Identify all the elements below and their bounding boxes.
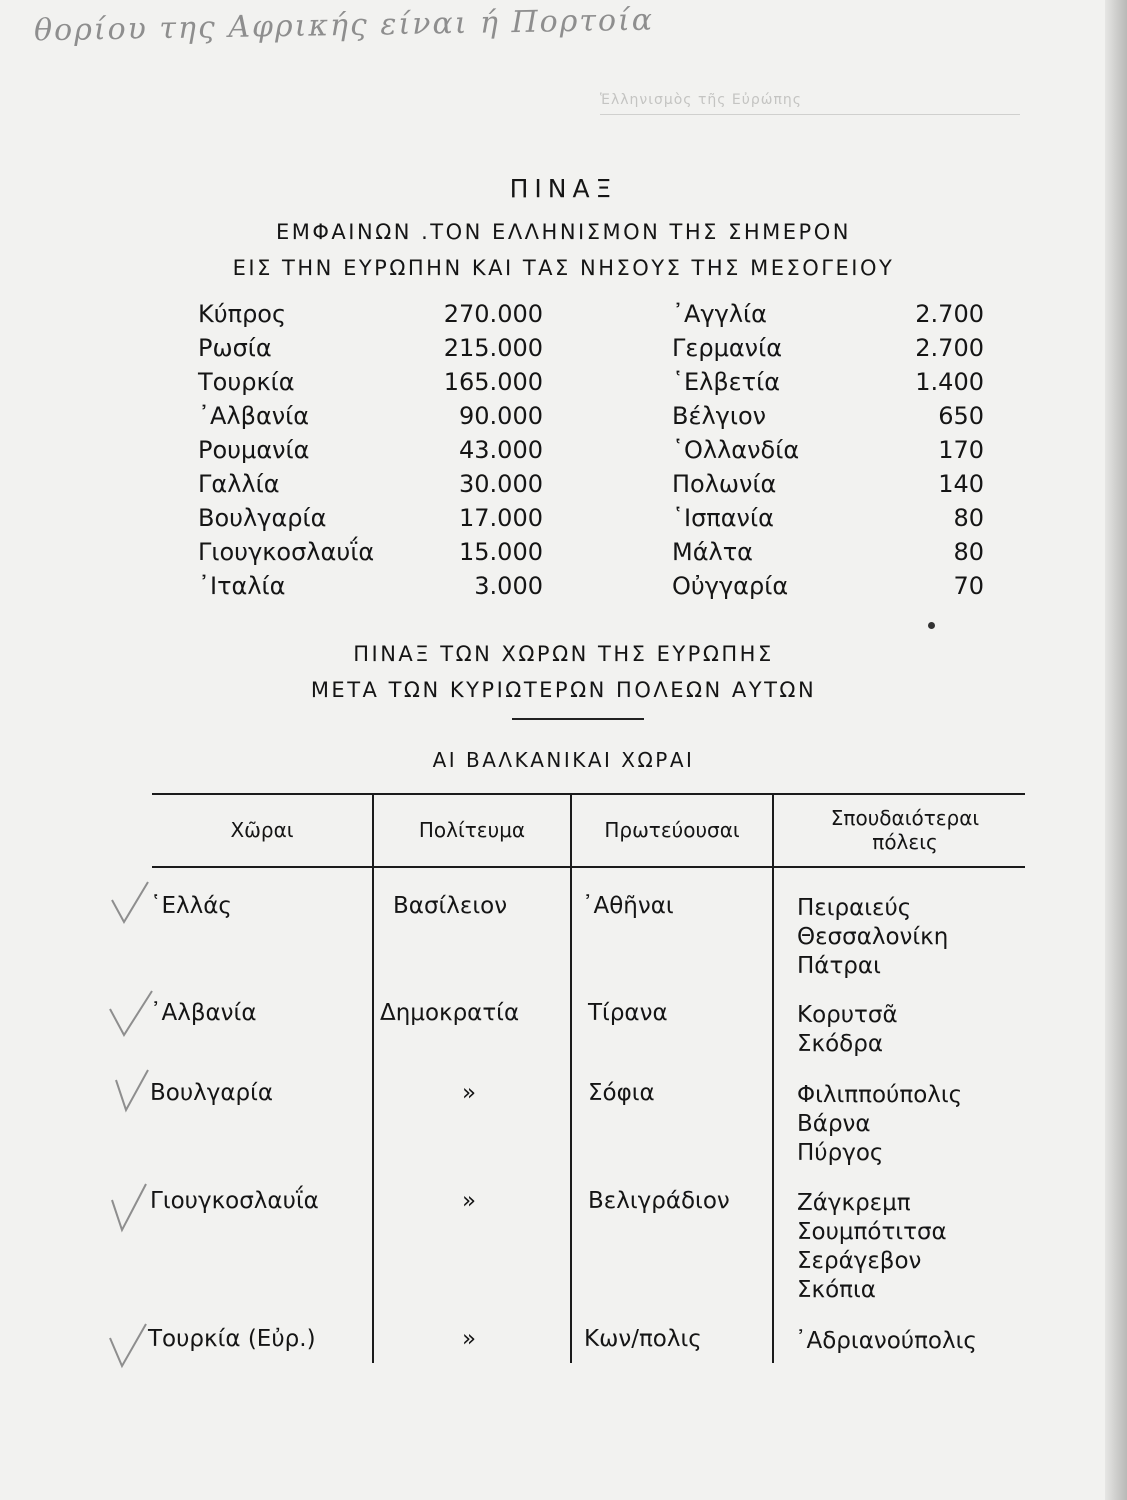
population-value: 30.000: [459, 470, 543, 498]
city: Φιλιππούπολις: [797, 1082, 963, 1108]
population-value: 90.000: [459, 402, 543, 430]
city: ᾿Αδριανούπολις: [795, 1328, 977, 1354]
population-value: 170: [938, 436, 984, 464]
city: Πύργος: [797, 1140, 884, 1166]
country-name: ῾Ολλανδία: [672, 436, 800, 464]
population-row: [672, 436, 984, 470]
capital-cell: ᾿Αθῆναι: [582, 893, 674, 919]
city: Θεσσαλονίκη: [797, 924, 949, 950]
population-value: 70: [953, 572, 984, 600]
country-cell: Βουλγαρία: [150, 1080, 274, 1106]
population-row: [672, 572, 984, 606]
city: Σκόπια: [797, 1277, 876, 1303]
population-list-left: [198, 300, 543, 610]
population-row: [672, 368, 984, 402]
regime-cell: »: [462, 1188, 477, 1214]
population-value: 80: [953, 538, 984, 566]
country-name: Τουρκία: [198, 368, 295, 396]
header-regime: Πολίτευμα: [418, 818, 526, 842]
population-value: 17.000: [459, 504, 543, 532]
country-name: Γιουγκοσλαυΐα: [198, 538, 375, 566]
city: Πάτραι: [797, 953, 881, 979]
country-name: Γαλλία: [198, 470, 280, 498]
pencil-check-mark: [106, 985, 156, 1039]
handwritten-note: θορίου της Αφρικής είναι ή Πορτοία: [33, 2, 655, 49]
header-countries: Χῶραι: [230, 818, 294, 842]
country-cell: ᾿Αλβανία: [150, 1000, 257, 1026]
city: Κορυτσᾶ: [797, 1002, 898, 1028]
population-row: [198, 334, 543, 368]
population-value: 650: [938, 402, 984, 430]
cities-cell: [795, 1327, 977, 1356]
country-cell: Τουρκία (Εὐρ.): [148, 1326, 316, 1352]
capital-cell: Βελιγράδιον: [588, 1188, 730, 1214]
pencil-check-mark: [106, 1318, 150, 1370]
population-row: [672, 334, 984, 368]
country-name: Κύπρος: [198, 300, 287, 328]
pencil-check-mark: [108, 878, 154, 926]
table2-title-1: ΠΙΝΑΞ ΤΩΝ ΧΩΡΩΝ ΤΗΣ ΕΥΡΩΠΗΣ: [353, 642, 774, 666]
country-name: Οὐγγαρία: [672, 572, 789, 600]
capital-cell: Σόφια: [588, 1080, 655, 1106]
population-row: [198, 368, 543, 402]
table-top-rule: [152, 793, 1025, 795]
capital-cell: Κων/πολις: [584, 1326, 702, 1352]
country-name: ᾿Αγγλία: [672, 300, 767, 328]
country-name: Πολωνία: [672, 470, 777, 498]
short-rule: [512, 718, 644, 720]
column-divider: [372, 795, 374, 1363]
city: Ζάγκρεμπ: [797, 1190, 911, 1216]
column-divider: [570, 795, 572, 1363]
population-row: [198, 300, 543, 334]
table-header-rule: [152, 866, 1025, 868]
country-name: ᾿Αλβανία: [198, 402, 310, 430]
pencil-check-mark: [112, 1064, 152, 1114]
population-row: [198, 538, 543, 572]
population-row: [198, 436, 543, 470]
population-row: [198, 504, 543, 538]
population-row: [672, 470, 984, 504]
table1-subtitle-2: ΕΙΣ ΤΗΝ ΕΥΡΩΠΗΝ ΚΑΙ ΤΑΣ ΝΗΣΟΥΣ ΤΗΣ ΜΕΣΟΓΕΙΟΥ: [232, 256, 895, 280]
country-name: Ρουμανία: [198, 436, 310, 464]
city: Σκόδρα: [797, 1031, 883, 1057]
population-value: 1.400: [915, 368, 984, 396]
city: Σεράγεβον: [797, 1248, 922, 1274]
country-name: Γερμανία: [672, 334, 783, 362]
bleed-through-header: Ἑλληνισμὸς τῆς Εὐρώπης: [600, 92, 1020, 115]
column-divider: [772, 795, 774, 1363]
population-value: 2.700: [915, 334, 984, 362]
table2-title-2: ΜΕΤΑ ΤΩΝ ΚΥΡΙΩΤΕΡΩΝ ΠΟΛΕΩΝ ΑΥΤΩΝ: [310, 678, 817, 702]
population-value: 43.000: [459, 436, 543, 464]
population-value: 2.700: [915, 300, 984, 328]
population-row: [198, 470, 543, 504]
header-capitals: Πρωτεύουσαι: [604, 818, 740, 842]
population-value: 15.000: [459, 538, 543, 566]
population-row: [672, 402, 984, 436]
header-cities: Σπουδαιότεραι πόλεις: [830, 806, 980, 854]
cities-cell: [797, 1189, 947, 1305]
population-row: [198, 402, 543, 436]
country-cell: Γιουγκοσλαυΐα: [150, 1188, 319, 1214]
city: Σουμπότιτσα: [797, 1219, 947, 1245]
population-value: 3.000: [474, 572, 543, 600]
regime-cell: Βασίλειον: [393, 893, 508, 919]
country-name: Μάλτα: [672, 538, 753, 566]
population-value: 215.000: [443, 334, 543, 362]
section-heading: ΑΙ ΒΑΛΚΑΝΙΚΑΙ ΧΩΡΑΙ: [432, 748, 695, 772]
regime-cell: Δημοκρατία: [380, 1000, 520, 1026]
country-name: Ρωσία: [198, 334, 272, 362]
regime-cell: »: [462, 1326, 477, 1352]
regime-cell: »: [462, 1080, 477, 1106]
capital-cell: Τίρανα: [588, 1000, 668, 1026]
cities-cell: [797, 1081, 962, 1168]
population-row: [672, 504, 984, 538]
country-name: ᾿Ιταλία: [198, 572, 286, 600]
population-value: 165.000: [443, 368, 543, 396]
population-row: [672, 538, 984, 572]
table1-title: ΠΙΝΑΞ: [509, 174, 618, 203]
country-name: ῾Ισπανία: [672, 504, 774, 532]
country-cell: ῾Ελλάς: [150, 893, 232, 919]
country-name: Βουλγαρία: [198, 504, 327, 532]
country-name: ῾Ελβετία: [672, 368, 781, 396]
population-row: [198, 572, 543, 606]
population-value: 80: [953, 504, 984, 532]
cities-cell: [797, 894, 948, 981]
population-value: 270.000: [443, 300, 543, 328]
population-list-right: [672, 300, 984, 610]
country-name: Βέλγιον: [672, 402, 767, 430]
table1-subtitle-1: ΕΜΦΑΙΝΩΝ .ΤΟΝ ΕΛΛΗΝΙΣΜΟΝ ΤΗΣ ΣΗΜΕΡΟΝ: [276, 220, 851, 244]
cities-cell: [797, 1001, 898, 1059]
city: Πειραιεύς: [797, 895, 912, 921]
pencil-check-mark: [108, 1178, 150, 1234]
city: Βάρνα: [797, 1111, 871, 1137]
population-row: [672, 300, 984, 334]
population-value: 140: [938, 470, 984, 498]
ink-dot: [928, 622, 935, 629]
